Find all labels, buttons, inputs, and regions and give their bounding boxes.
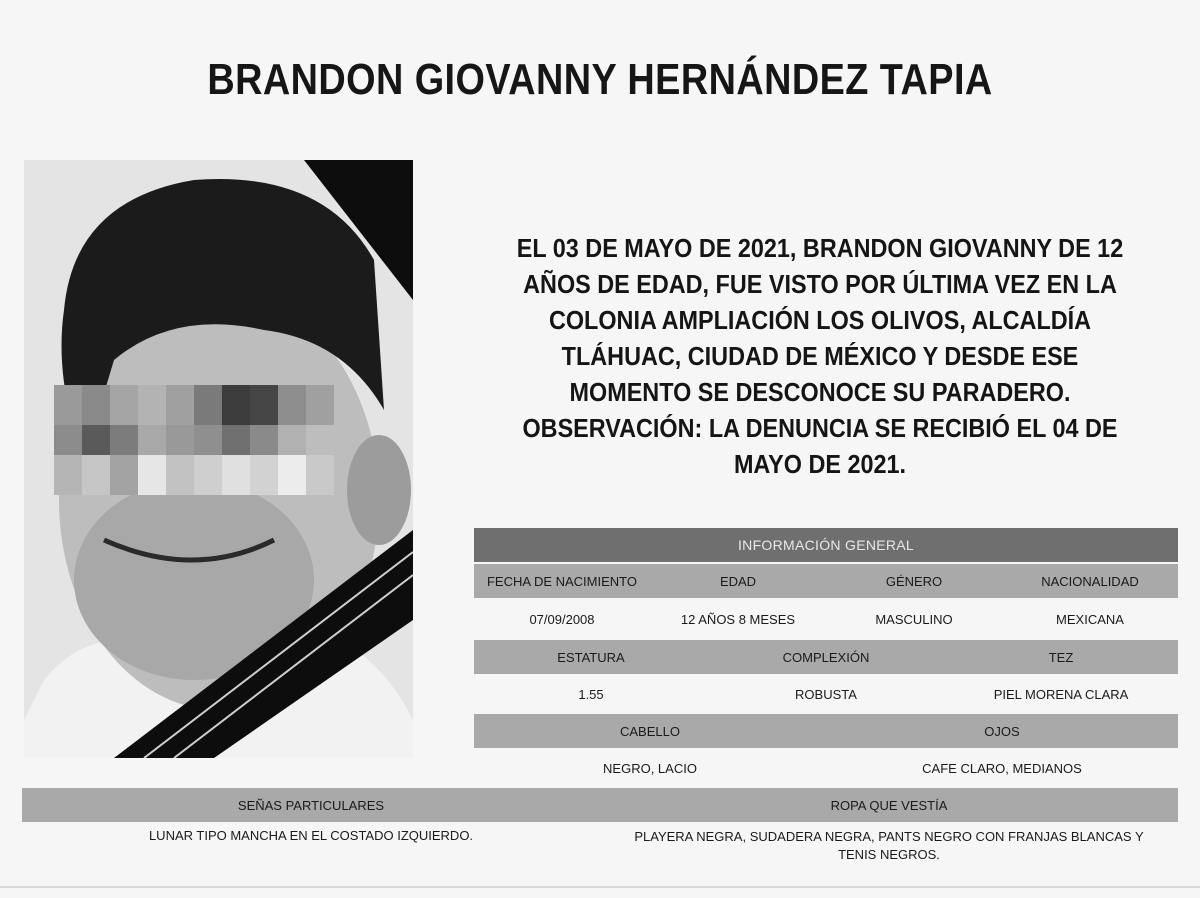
info-label-row-3 bbox=[474, 714, 1178, 748]
value-gender: MASCULINO bbox=[875, 611, 953, 627]
general-info-header: INFORMACIÓN GENERAL bbox=[474, 528, 1178, 562]
value-clothing-line-1: PLAYERA NEGRA, SUDADERA NEGRA, PANTS NEGRO CON FRANJAS BLANCAS Y bbox=[634, 829, 1144, 844]
value-distinguishing-marks: LUNAR TIPO MANCHA EN EL COSTADO IZQUIERDO. bbox=[148, 828, 474, 843]
label-build: COMPLEXIÓN bbox=[782, 649, 870, 665]
particulars-value-row bbox=[22, 824, 1178, 870]
value-eyes: CAFE CLARO, MEDIANOS bbox=[922, 760, 1082, 776]
missing-person-photo bbox=[24, 160, 413, 758]
label-birthdate: FECHA DE NACIMIENTO bbox=[486, 573, 637, 589]
particulars-label-row bbox=[22, 788, 1178, 822]
value-clothing-line-2: TENIS NEGROS. bbox=[838, 847, 940, 862]
label-eyes: OJOS bbox=[984, 723, 1020, 739]
label-distinguishing-marks: SEÑAS PARTICULARES bbox=[237, 797, 385, 813]
value-age: 12 AÑOS 8 MESES bbox=[680, 611, 796, 627]
info-value-row-1 bbox=[474, 602, 1178, 636]
label-complexion: TEZ bbox=[1048, 649, 1074, 665]
value-birthdate: 07/09/2008 bbox=[529, 611, 595, 627]
value-complexion: PIEL MORENA CLARA bbox=[993, 686, 1129, 702]
label-height: ESTATURA bbox=[557, 649, 625, 665]
label-nationality: NACIONALIDAD bbox=[1041, 573, 1139, 589]
info-label-row-1 bbox=[474, 564, 1178, 598]
label-age: EDAD bbox=[719, 573, 757, 589]
info-label-row-2 bbox=[474, 640, 1178, 674]
label-gender: GÉNERO bbox=[885, 573, 943, 589]
value-height: 1.55 bbox=[578, 686, 604, 702]
label-hair: CABELLO bbox=[620, 723, 680, 739]
info-value-row-3 bbox=[474, 752, 1178, 784]
value-hair: NEGRO, LACIO bbox=[603, 760, 697, 776]
info-value-row-2 bbox=[474, 678, 1178, 710]
value-clothing bbox=[600, 824, 1178, 864]
case-description: EL 03 DE MAYO DE 2021, BRANDON GIOVANNY DE 12 AÑOS DE EDAD, FUE VISTO POR ÚLTIMA VEZ EN LA COLONIA AMPLIACIÓN LOS OLIVOS, ALCALDÍA TLÁHUAC, CIUDAD DE MÉXICO Y DESDE ESE MOMENTO SE DESCONOCE SU PARADERO. OBSERVACIÓN: LA DENUNCIA SE RECIBIÓ EL 04 DE MAYO DE 2021. bbox=[516, 233, 1124, 479]
label-clothing: ROPA QUE VESTÍA bbox=[830, 797, 948, 813]
value-nationality: MEXICANA bbox=[1056, 611, 1124, 627]
page-title: BRANDON GIOVANNY HERNÁNDEZ TAPIA bbox=[207, 55, 993, 104]
bottom-divider bbox=[0, 886, 1200, 888]
value-build: ROBUSTA bbox=[795, 686, 857, 702]
